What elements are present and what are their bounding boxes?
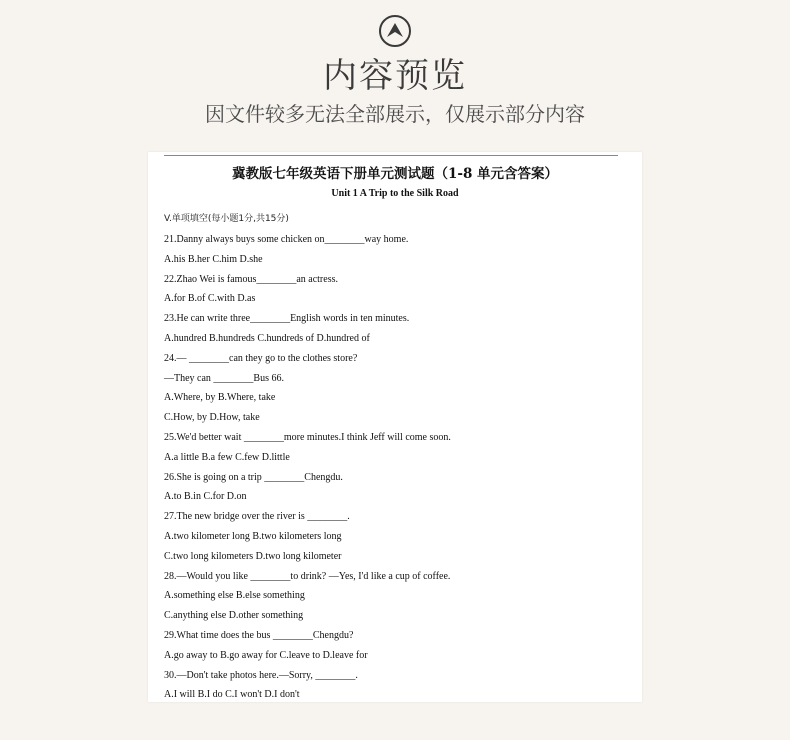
- question-line: A.a little B.a few C.few D.little: [164, 451, 290, 463]
- question-line: C.two long kilometers D.two long kilometer: [164, 550, 342, 562]
- question-line: 26.She is going on a trip ________Chengdu.: [164, 471, 343, 483]
- question-line: A.go away to B.go away for C.leave to D.leave for: [164, 649, 368, 661]
- question-line: 23.He can write three________English words in ten minutes.: [164, 313, 410, 325]
- preview-header: [0, 0, 790, 150]
- page-title: 内容预览: [323, 56, 467, 96]
- question-line: 28.—Would you like ________to drink? —Yes, I'd like a cup of coffee.: [164, 570, 451, 582]
- chevron-up-circle-icon: [378, 14, 412, 48]
- document-title: 冀教版七年级英语下册单元测试题（1-8 单元含答案）: [231, 166, 559, 182]
- question-line: A.Where, by B.Where, take: [164, 392, 276, 404]
- question-line: 30.—Don't take photos here.—Sorry, ________.: [164, 669, 358, 681]
- document-preview: [148, 152, 642, 702]
- question-line: A.hundred B.hundreds C.hundreds of D.hundred of: [164, 332, 370, 344]
- question-line: 22.Zhao Wei is famous________an actress.: [164, 273, 338, 285]
- question-line: 24.— ________can they go to the clothes store?: [164, 352, 358, 364]
- question-line: A.two kilometer long B.two kilometers long: [164, 530, 342, 542]
- question-line: C.How, by D.How, take: [164, 412, 260, 424]
- question-line: 27.The new bridge over the river is ________.: [164, 511, 350, 523]
- question-line: C.anything else D.other something: [164, 610, 304, 622]
- question-line: A.for B.of C.with D.as: [164, 293, 256, 305]
- question-line: A.to B.in C.for D.on: [164, 491, 247, 503]
- question-line: —They can ________Bus 66.: [164, 372, 284, 384]
- question-line: 29.What time does the bus ________Chengdu?: [164, 629, 354, 641]
- question-list: [164, 233, 634, 702]
- question-line: 21.Danny always buys some chicken on________way home.: [164, 234, 409, 245]
- page-subtitle: 因文件较多无法全部展示，仅展示部分内容: [205, 102, 585, 126]
- section-title: V.单项填空(每小题1分,共15分): [164, 214, 289, 224]
- question-line: A.something else B.else something: [164, 590, 305, 602]
- header-rule: [164, 155, 618, 156]
- question-line: A.I will B.I do C.I won't D.I don't: [164, 689, 300, 701]
- question-line: A.his B.her C.him D.she: [164, 253, 263, 265]
- question-line: 25.We'd better wait ________more minutes.I think Jeff will come soon.: [164, 431, 451, 443]
- unit-title: Unit 1 A Trip to the Silk Road: [331, 188, 459, 199]
